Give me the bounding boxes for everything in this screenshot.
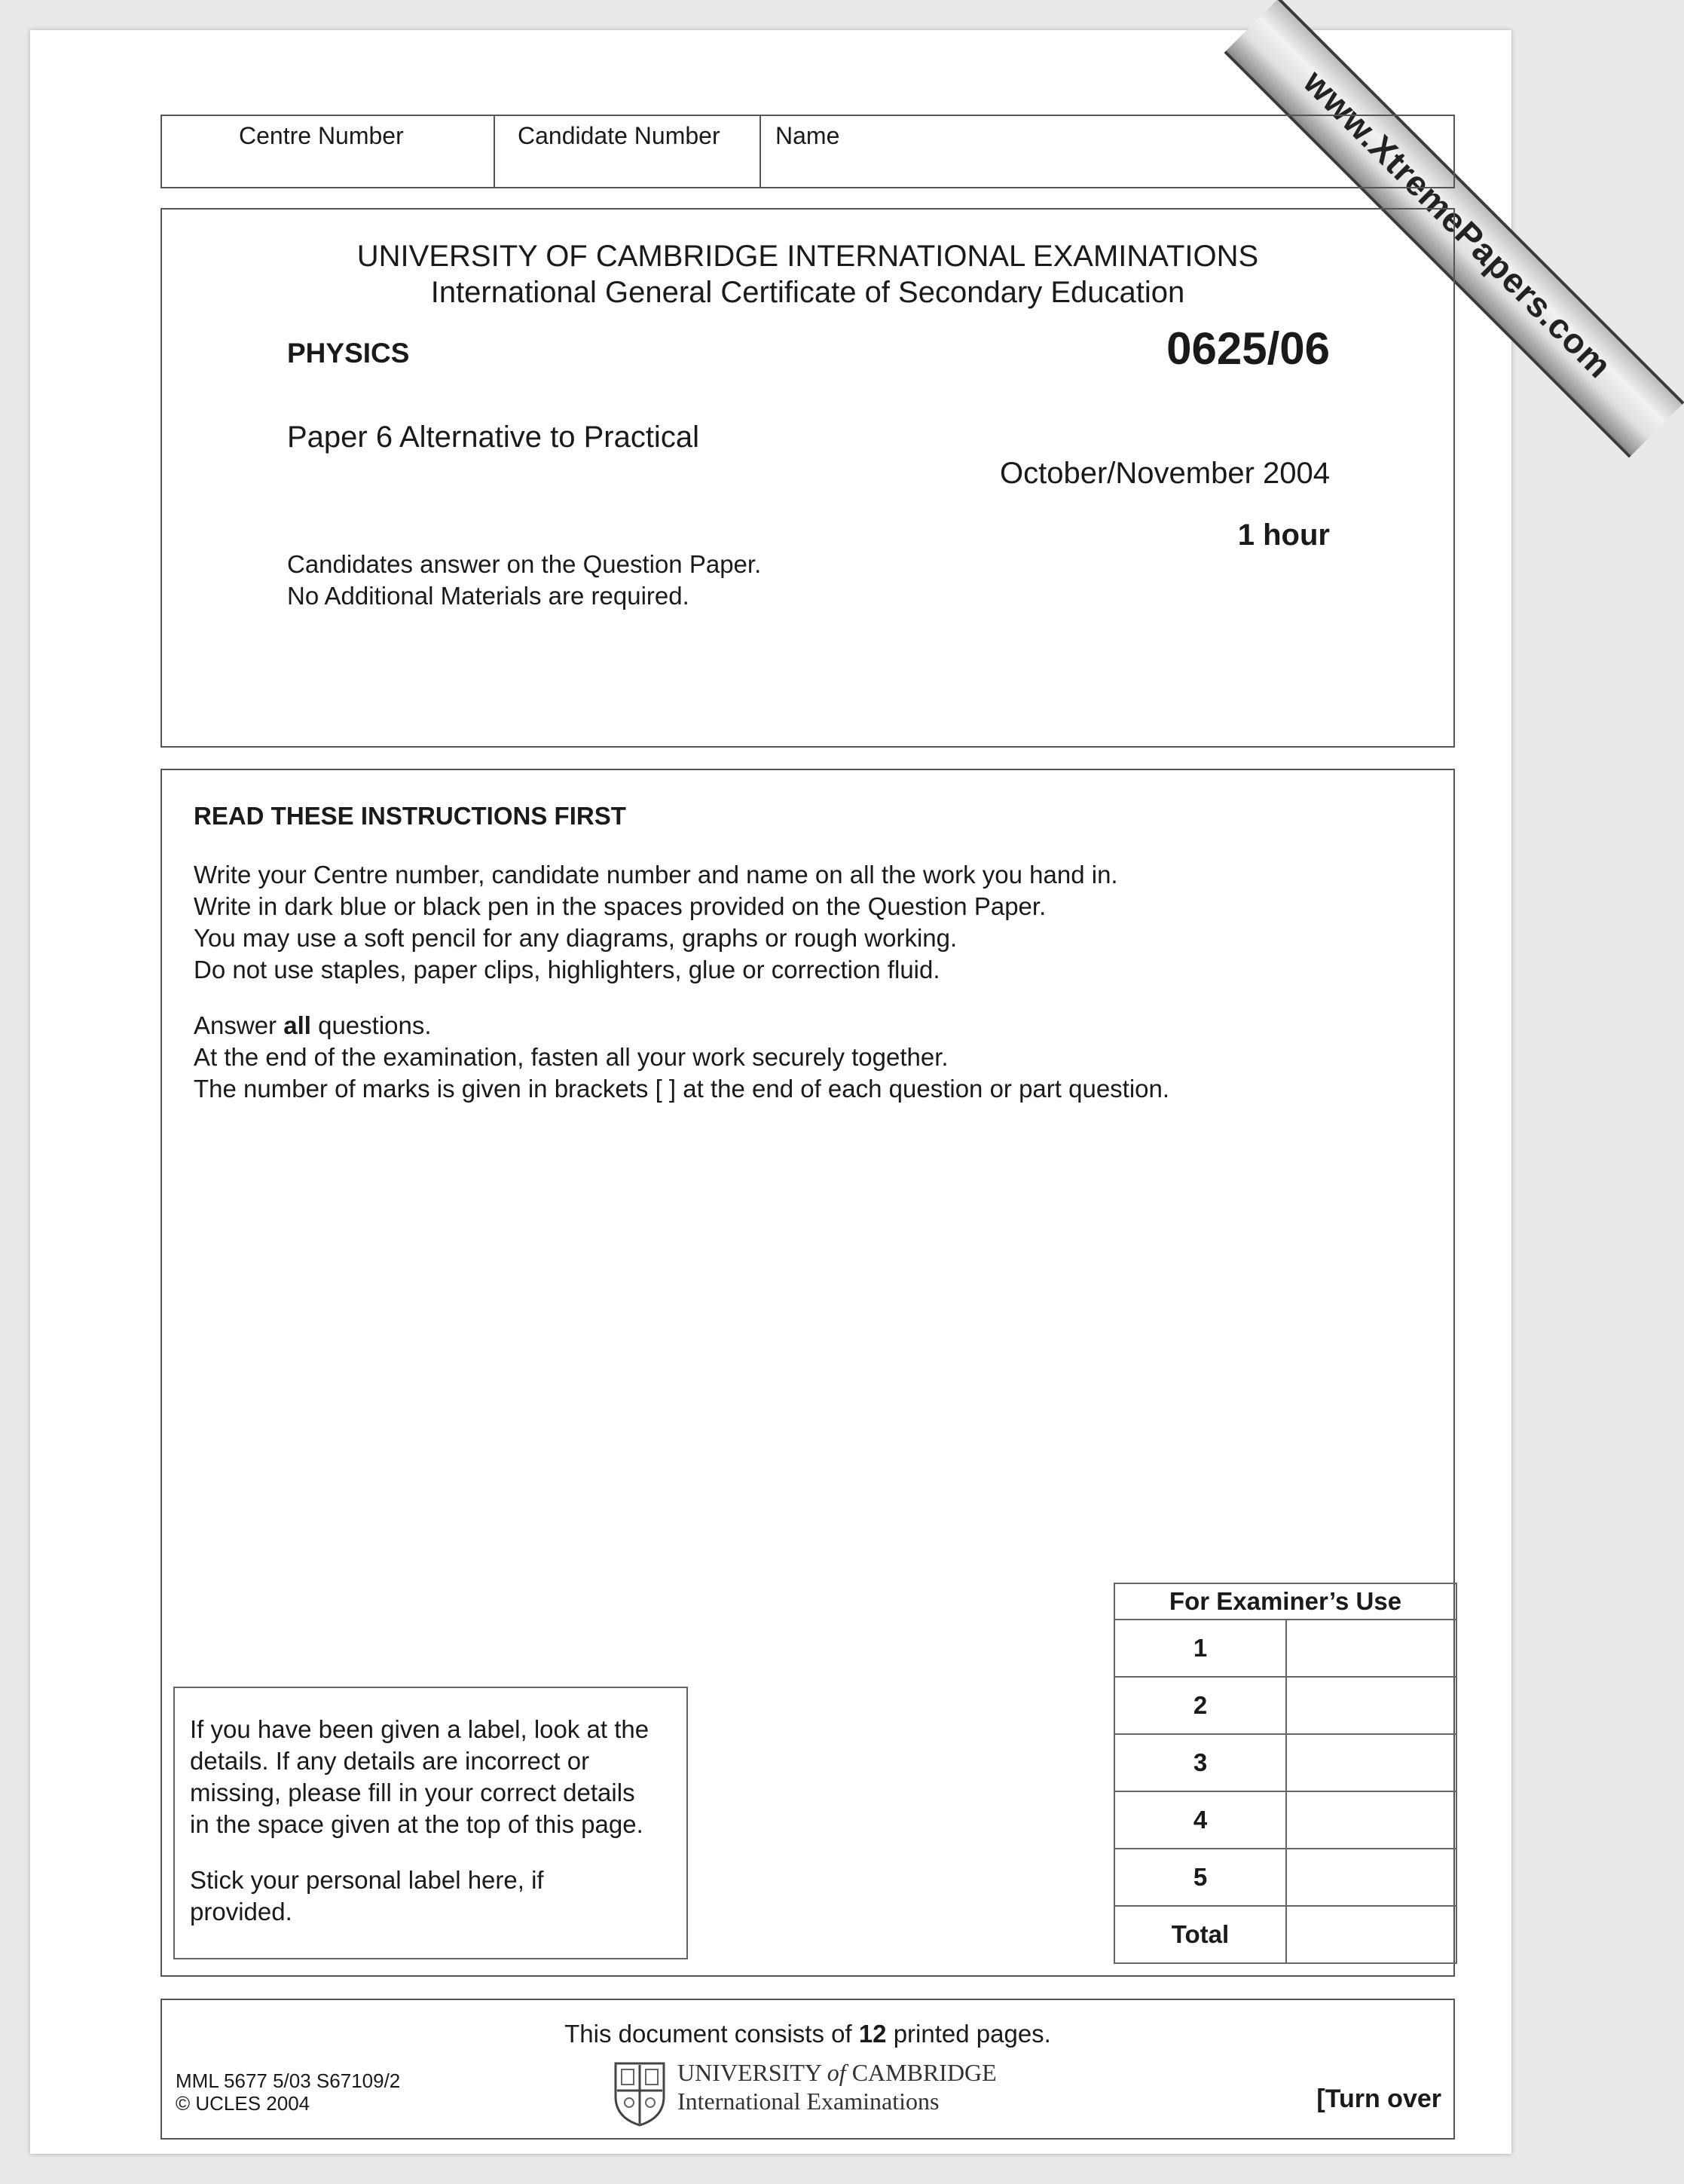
paper-code: 0625/06 xyxy=(1166,323,1330,374)
instructions-group-2 xyxy=(194,1010,1169,1105)
mark-cell xyxy=(1286,1734,1456,1791)
instruction-line: Write your Centre number, candidate number and name on all the work you hand in. xyxy=(194,861,1118,889)
candidate-details-row xyxy=(160,115,1455,188)
instruction-line: Do not use staples, paper clips, highlighters, glue or correction fluid. xyxy=(194,956,940,983)
ribbon-link-text[interactable]: www.XtremePapers.com xyxy=(1296,62,1620,386)
materials-line-2: No Additional Materials are required. xyxy=(287,582,689,610)
copyright-line: © UCLES 2004 xyxy=(176,2092,310,2115)
exam-session: October/November 2004 xyxy=(999,457,1330,490)
question-number-cell: 1 xyxy=(1114,1620,1286,1677)
board-name: UNIVERSITY OF CAMBRIDGE INTERNATIONAL EXAMINATIONS xyxy=(356,240,1259,273)
question-number-cell: 4 xyxy=(1114,1791,1286,1849)
document-reference: MML 5677 5/03 S67109/2 xyxy=(176,2069,401,2092)
logo-line-1 xyxy=(677,2059,997,2087)
page-count-suffix: printed pages. xyxy=(886,2020,1051,2048)
label-line: missing, please fill in your correct details xyxy=(190,1779,635,1806)
logo-line-2: International Examinations xyxy=(677,2088,940,2115)
divider xyxy=(759,116,761,187)
mark-cell xyxy=(1286,1620,1456,1677)
page-count-number: 12 xyxy=(858,2020,887,2048)
turn-over-label: [Turn over xyxy=(1316,2085,1441,2113)
label-line: in the space given at the top of this page. xyxy=(190,1810,643,1838)
mark-cell xyxy=(1286,1677,1456,1734)
logo-of: of xyxy=(827,2059,846,2086)
personal-label-box xyxy=(173,1687,688,1959)
question-number-cell: 3 xyxy=(1114,1734,1286,1791)
exam-paper-page xyxy=(30,30,1620,2154)
materials-line-1: Candidates answer on the Question Paper. xyxy=(287,550,762,578)
answer-prefix: Answer xyxy=(194,1011,284,1039)
question-number-cell: 5 xyxy=(1114,1849,1286,1906)
mark-cell xyxy=(1286,1791,1456,1849)
centre-number-label: Centre Number xyxy=(239,122,404,149)
examiner-table-header: For Examiner’s Use xyxy=(1114,1583,1456,1620)
question-number-cell: 2 xyxy=(1114,1677,1286,1734)
title-block xyxy=(160,208,1455,748)
answer-suffix: questions. xyxy=(310,1011,432,1039)
instruction-line: The number of marks is given in brackets [ ] at the end of each question or part question. xyxy=(194,1075,1170,1103)
label-instructions xyxy=(190,1714,649,1840)
label-line: provided. xyxy=(190,1898,292,1926)
label-line: details. If any details are incorrect or xyxy=(190,1747,590,1775)
mark-cell xyxy=(1286,1849,1456,1906)
subject-title: PHYSICS xyxy=(287,338,410,369)
instruction-line: Write in dark blue or black pen in the spaces provided on the Question Paper. xyxy=(194,892,1047,920)
cambridge-crest-icon xyxy=(613,2060,667,2127)
instructions-heading: READ THESE INSTRUCTIONS FIRST xyxy=(194,802,626,830)
page-count-line xyxy=(162,2020,1453,2048)
label-line: If you have been given a label, look at the xyxy=(190,1715,649,1743)
logo-university: UNIVERSITY xyxy=(677,2059,827,2086)
total-mark-cell xyxy=(1286,1906,1456,1963)
total-cell: Total xyxy=(1114,1906,1286,1963)
instruction-line: At the end of the examination, fasten all your work securely together. xyxy=(194,1043,949,1071)
examiner-use-table xyxy=(1114,1583,1457,1964)
label-line: Stick your personal label here, if xyxy=(190,1866,544,1894)
answer-instruction xyxy=(194,1010,1169,1042)
instructions-group-1 xyxy=(194,859,1118,986)
exam-duration: 1 hour xyxy=(1237,518,1330,552)
candidate-number-label: Candidate Number xyxy=(518,122,720,149)
qualification-name: International General Certificate of Secondary Education xyxy=(430,276,1185,309)
stick-label-instructions xyxy=(190,1864,544,1928)
logo-cambridge: CAMBRIDGE xyxy=(845,2059,997,2086)
name-label: Name xyxy=(775,122,840,149)
instruction-line: You may use a soft pencil for any diagrams, graphs or rough working. xyxy=(194,924,958,952)
page-count-prefix: This document consists of xyxy=(564,2020,859,2048)
answer-emphasis: all xyxy=(283,1011,311,1039)
divider xyxy=(494,116,495,187)
paper-title: Paper 6 Alternative to Practical xyxy=(287,421,699,454)
footer-block xyxy=(160,1999,1455,2140)
